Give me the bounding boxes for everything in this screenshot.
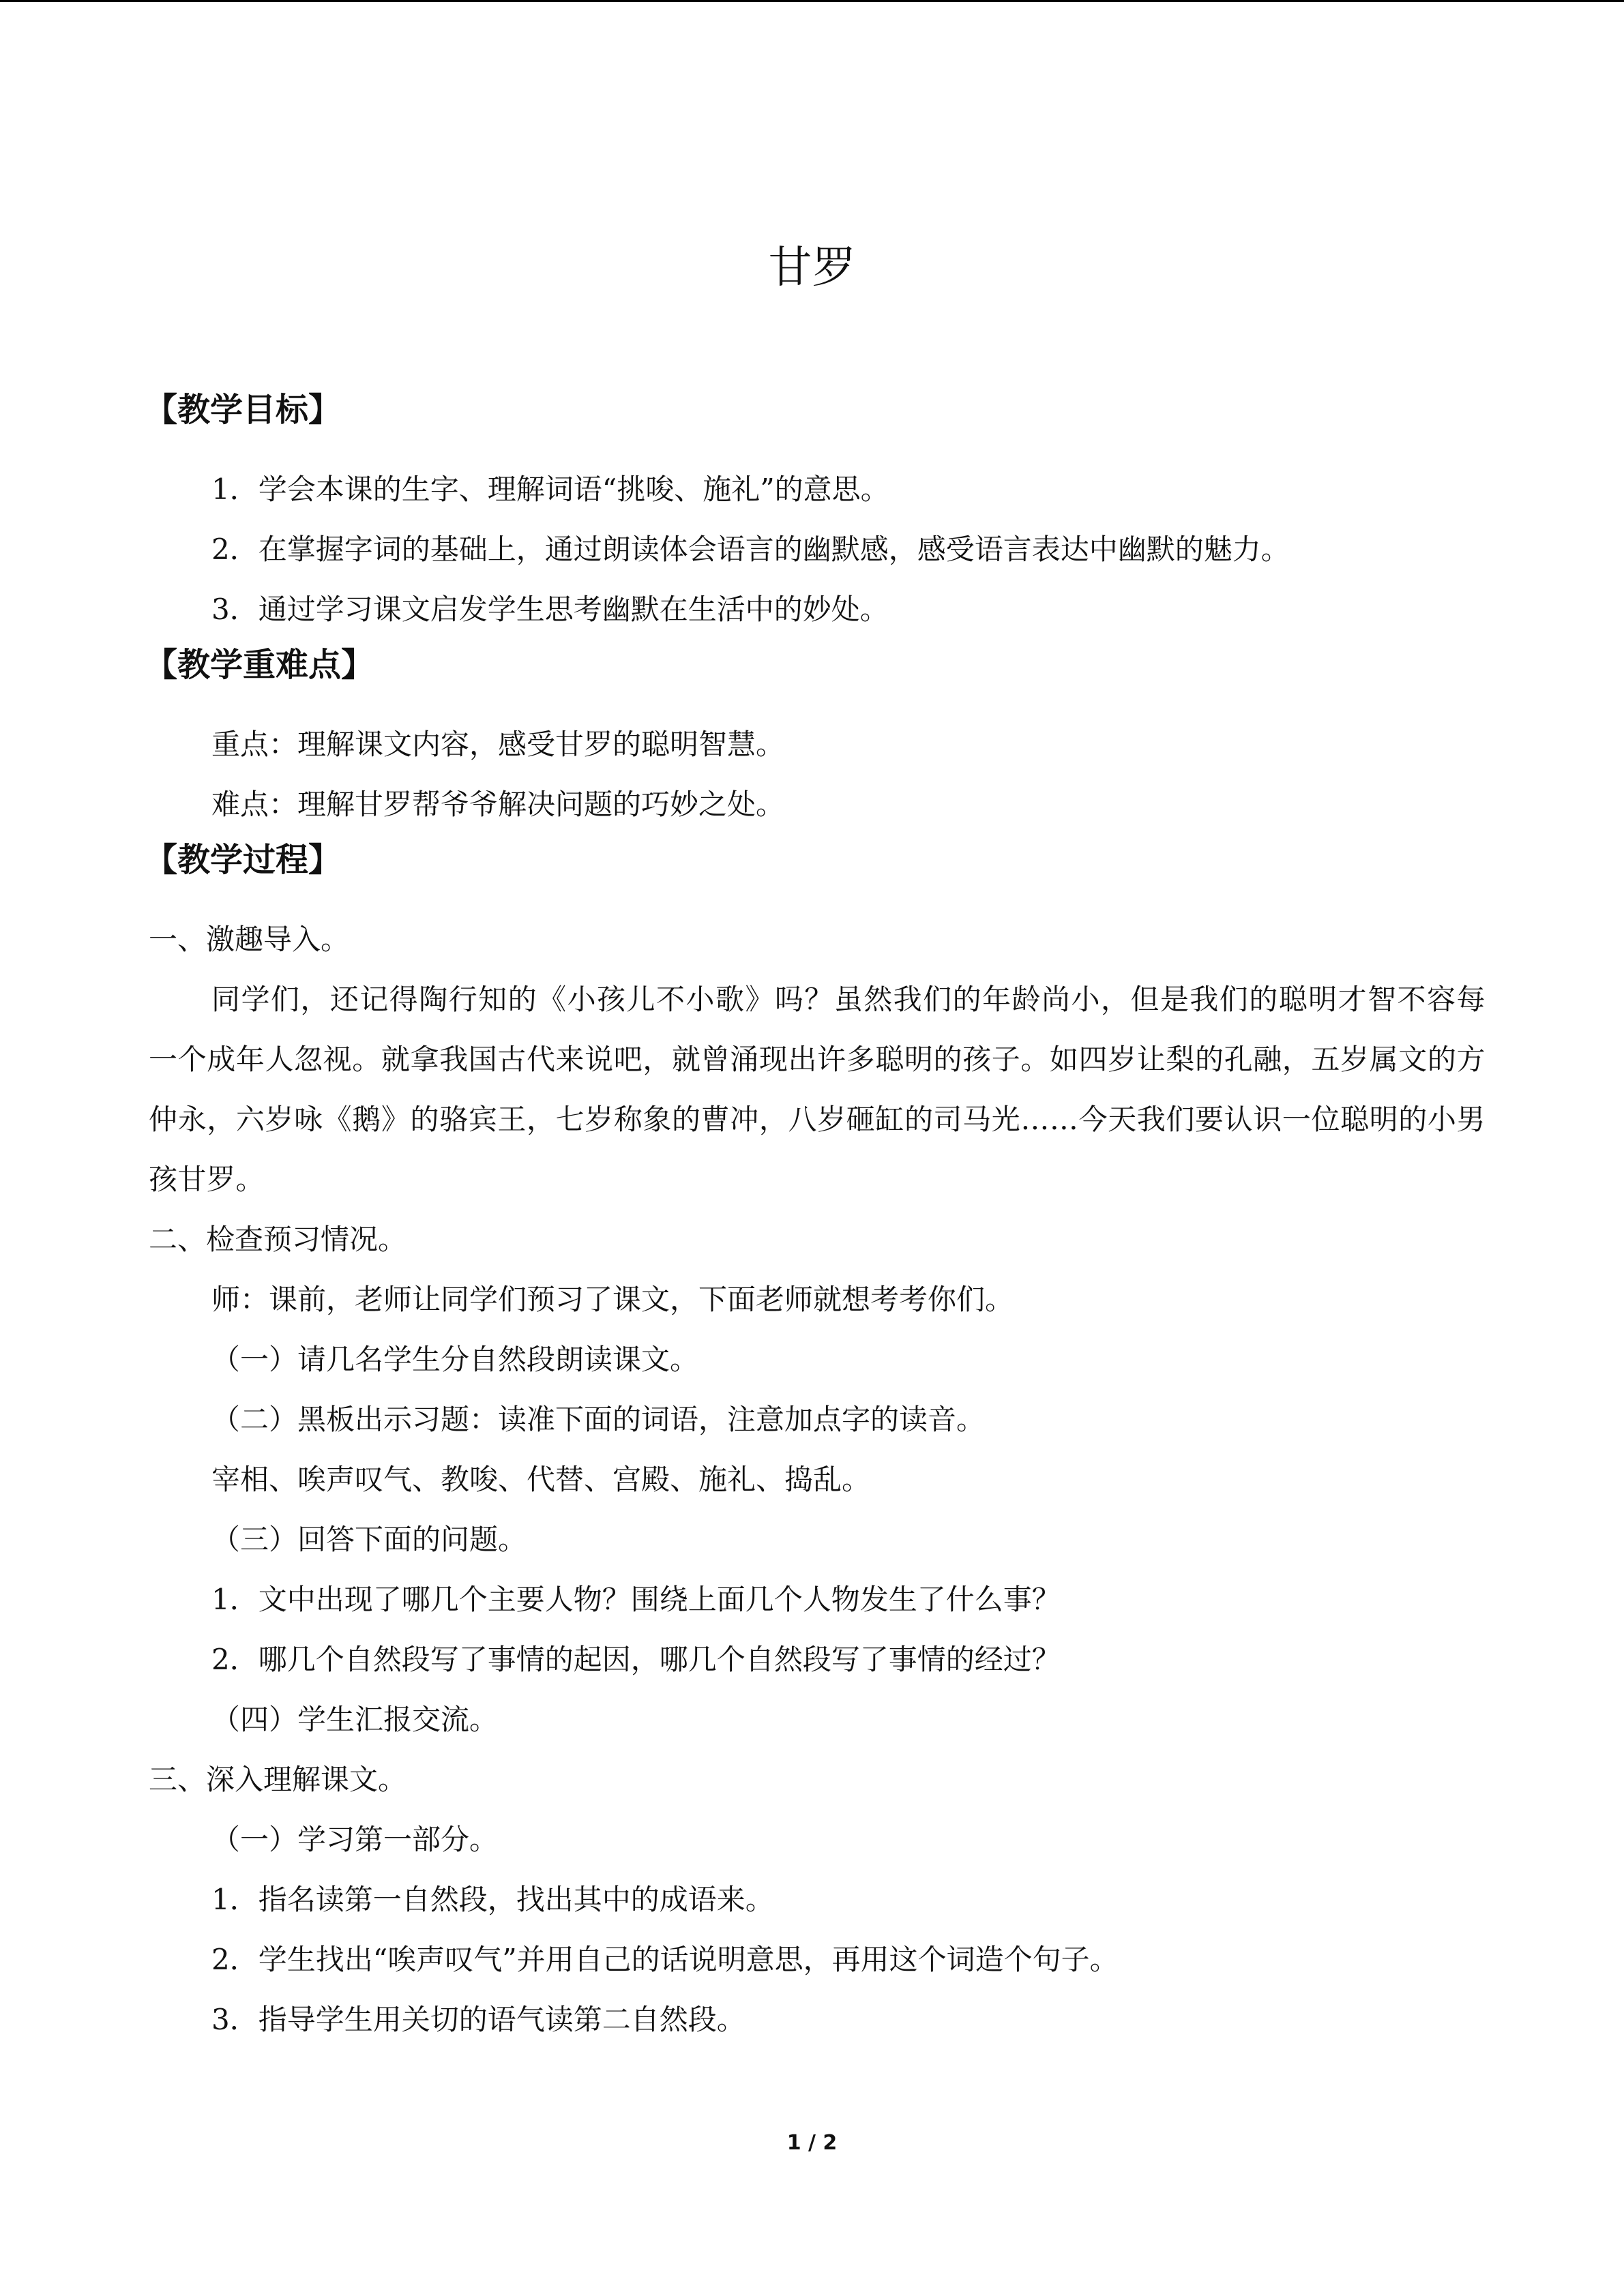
page-number: 1 / 2 [786,2131,838,2155]
keypoint-item: 难点：理解甘罗帮爷爷解决问题的巧妙之处。 [211,788,785,821]
process-part2-line: （三）回答下面的问题。 [211,1523,527,1556]
goal-item: 2．在掌握字词的基础上，通过朗读体会语言的幽默感，感受语言表达中幽默的魅力。 [211,533,1290,566]
process-part2-line: 宰相、唉声叹气、教唆、代替、宫殿、施礼、捣乱。 [211,1463,871,1496]
document-body [145,389,1486,2050]
process-part2-line: 师：课前，老师让同学们预习了课文，下面老师就想考考你们。 [211,1283,1014,1316]
document-title: 甘罗 [768,242,856,293]
process-part2-line: 2．哪几个自然段写了事情的起因，哪几个自然段写了事情的经过？ [211,1643,1061,1676]
process-part1-title: 一、激趣导入。 [149,923,350,956]
process-part2-title: 二、检查预习情况。 [149,1223,407,1256]
process-part3-title: 三、深入理解课文。 [149,1763,407,1796]
section-heading-keypoints: 【教学重难点】 [145,646,374,684]
top-border-line [0,0,1624,2]
process-part2-line: （四）学生汇报交流。 [211,1703,499,1736]
process-part3-line: （一）学习第一部分。 [211,1823,499,1856]
process-part3-line: 2．学生找出“唉声叹气”并用自己的话说明意思，再用这个词造个句子。 [211,1943,1119,1976]
process-part3-line: 3．指导学生用关切的语气读第二自然段。 [211,2003,745,2036]
section-heading-goals: 【教学目标】 [145,391,342,429]
goal-item: 3．通过学习课文启发学生思考幽默在生活中的妙处。 [211,593,889,626]
process-part2-line: （一）请几名学生分自然段朗读课文。 [211,1343,699,1376]
process-part2-line: （二）黑板出示习题：读准下面的词语，注意加点字的读音。 [211,1403,986,1436]
process-part3-line: 1．指名读第一自然段，找出其中的成语来。 [211,1883,774,1916]
process-part2-line: 1．文中出现了哪几个主要人物？围绕上面几个人物发生了什么事？ [211,1583,1061,1616]
section-heading-process: 【教学过程】 [145,841,342,879]
process-part1-paragraph: 同学们，还记得陶行知的《小孩儿不小歌》吗？虽然我们的年龄尚小，但是我们的聪明才智不容每一个成年人忽视。就拿我国古代来说吧，就曾涌现出许多聪明的孩子。如四岁让梨的孔融，五岁属文的方仲永，六岁咏《鹅》的骆宾王，七岁称象的曹冲，八岁砸缸的司马光……今天我们要认识一位聪明的小男孩甘罗。 [149,983,1486,1196]
goal-item: 1．学会本课的生字、理解词语“挑唆、施礼”的意思。 [211,473,889,506]
keypoint-item: 重点：理解课文内容，感受甘罗的聪明智慧。 [211,728,785,761]
